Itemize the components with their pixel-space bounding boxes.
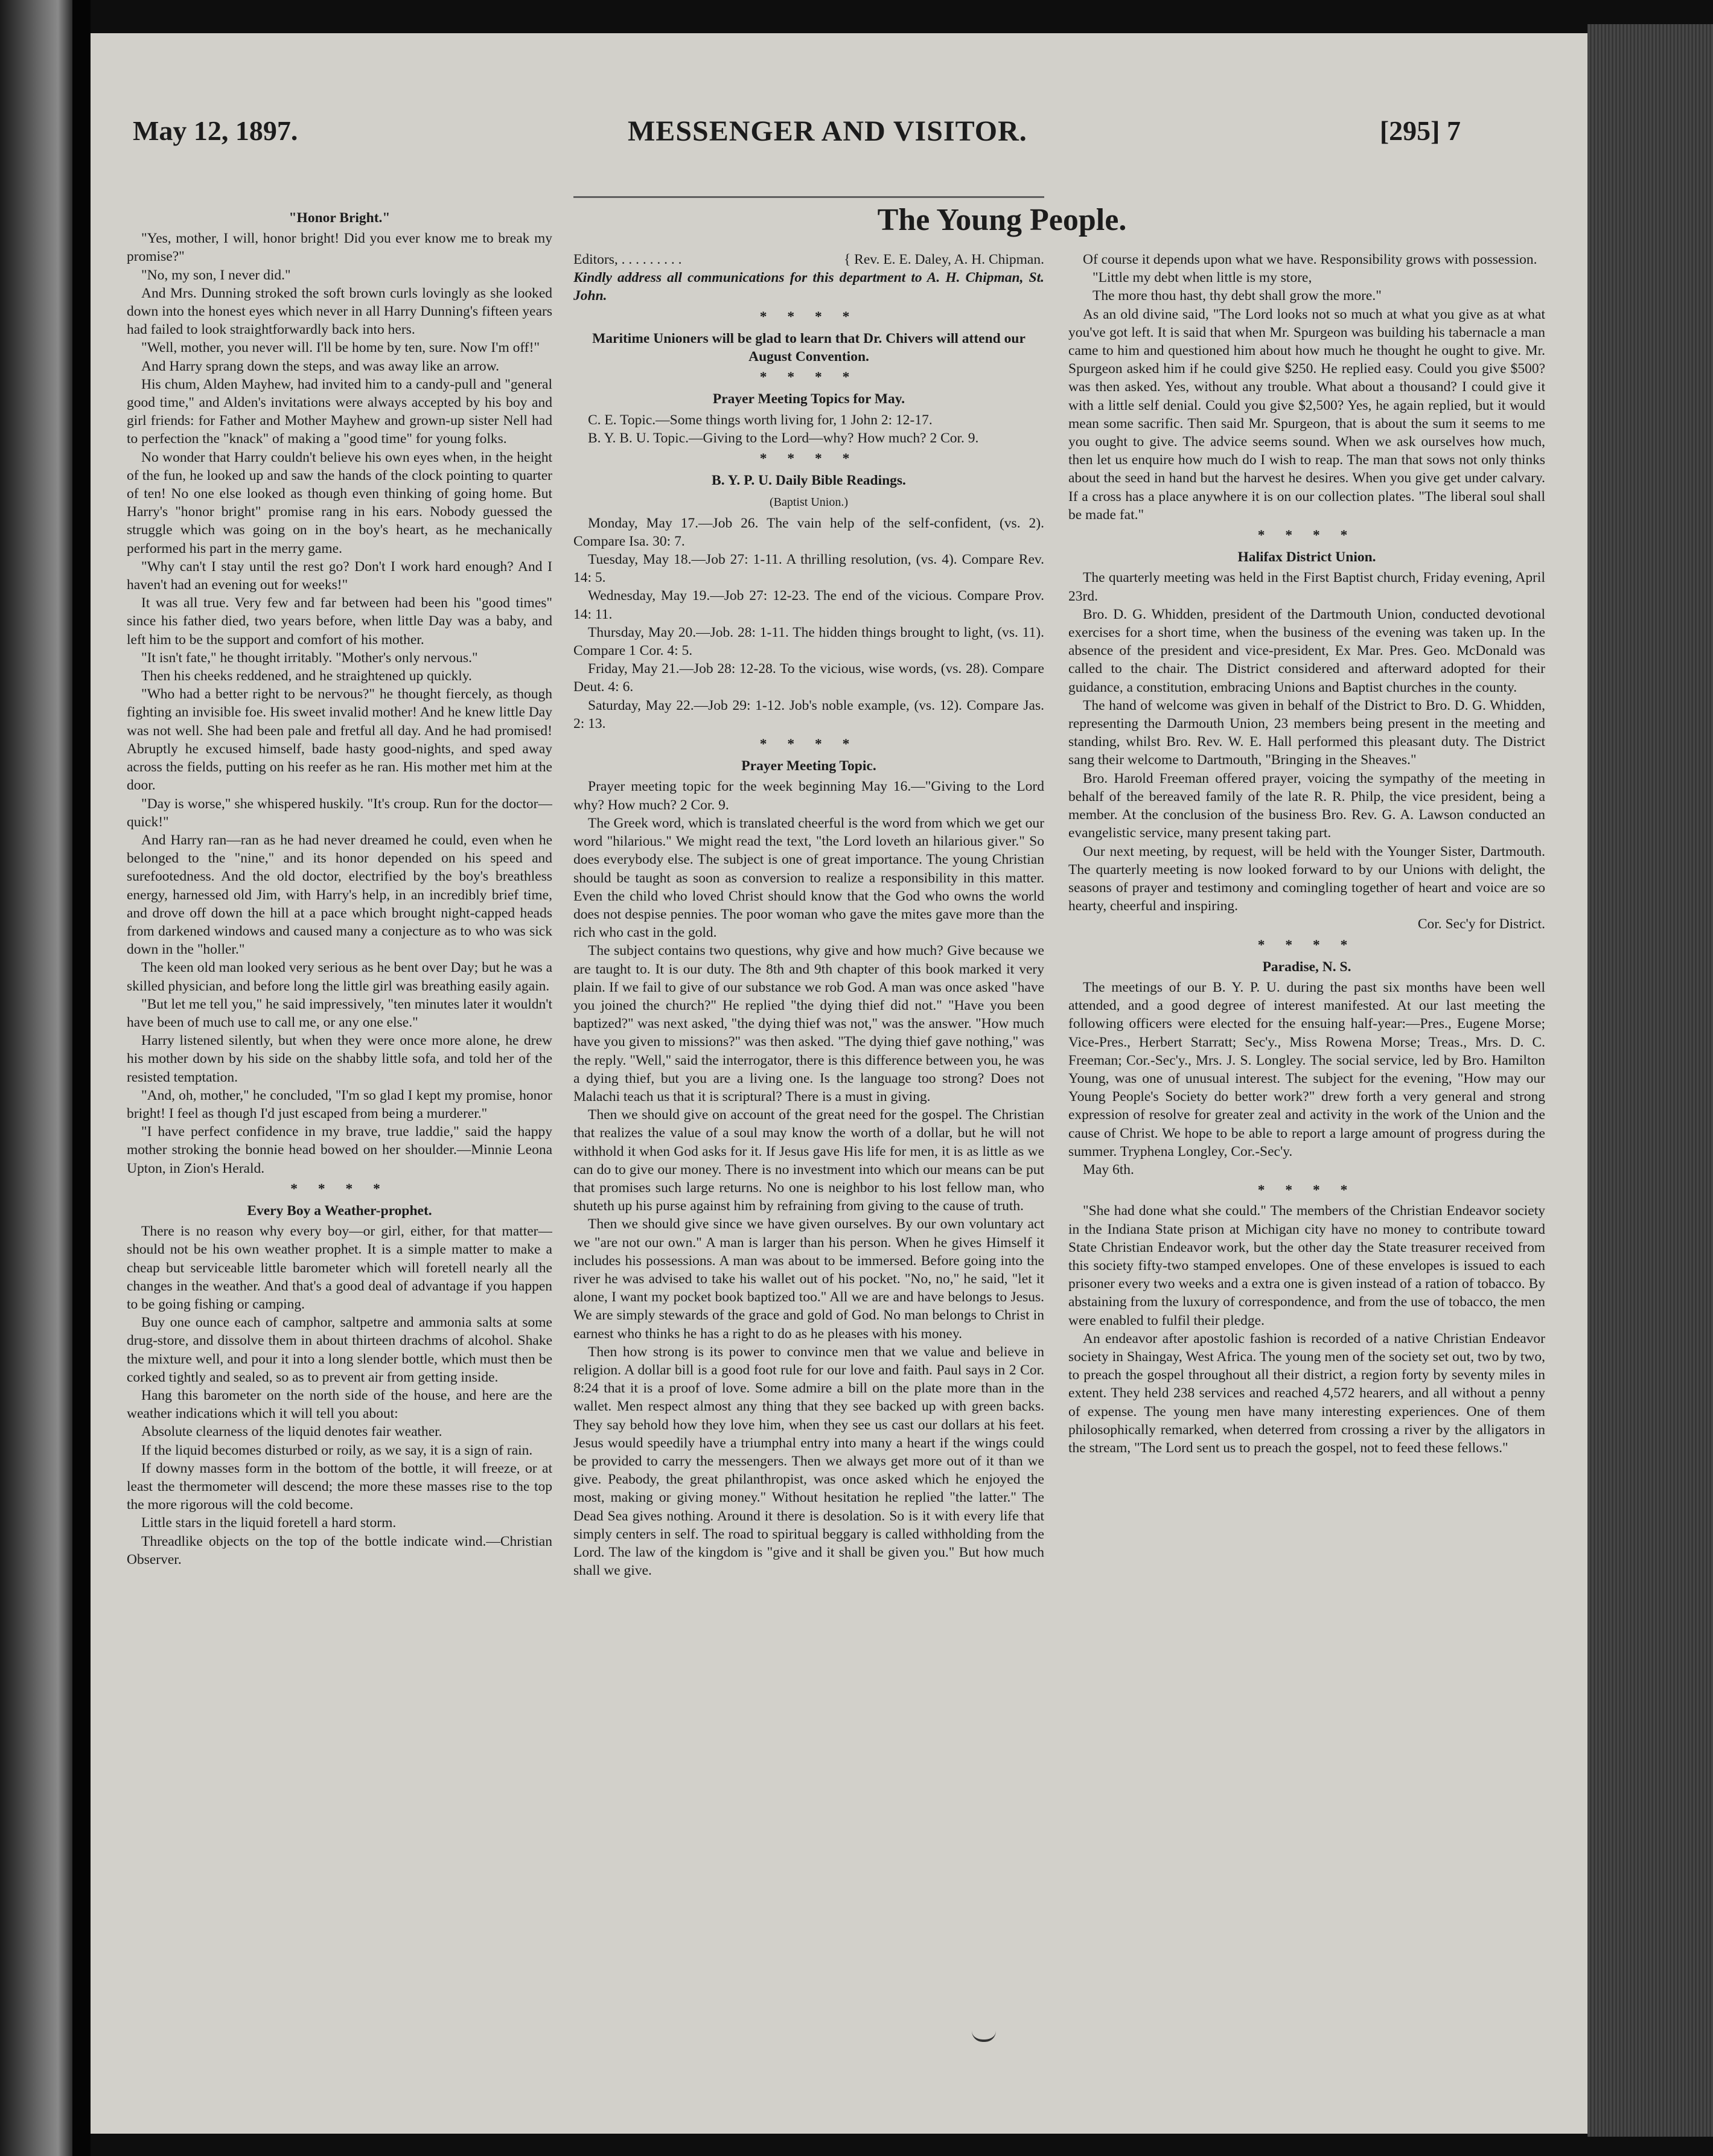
paragraph: "Yes, mother, I will, honor bright! Did you ever know me to break my promise?" [127,231,552,265]
bible-reading-item: Thursday, May 20.—Job. 28: 1-11. The hidden things brought to light, (vs. 11). Compare 1 Cor. 4: 5. [573,624,1044,659]
paradise-title: Paradise, N. S. [1262,958,1351,975]
paragraph: Then we should give on account of the great need for the gospel. The Christian that realizes the value of a soul may know the worth of a dollar, but he will not withhold it when God asks for it. If Jesus gave His life for men, it is as little as we can do to give our money. There is no investment into which our means can be put that promises such large returns. No one is neighbor to his lost fellow man, who shuteth up his purse against him by refraining from giving to the cause of truth. [573,1107,1044,1214]
section-divider-stars: * * * * [1257,1182,1356,1199]
bible-reading-item: Saturday, May 22.—Job 29: 1-12. Job's noble example, (vs. 12). Compare Jas. 2: 13. [573,697,1044,732]
prayer-topic-title: Prayer Meeting Topic. [741,758,876,774]
bible-readings-title: B. Y. P. U. Daily Bible Readings. [712,473,906,489]
book-gutter [72,0,91,2156]
story-title-weather-prophet: Every Boy a Weather-prophet. [247,1202,432,1219]
paragraph: There is no reason why every boy—or girl, either, for that matter—should not be his own weather prophet. It is a simple matter to make a cheap but serviceable little barometer which will foretell nearly all the changes in the weather. And that's a good deal of advantage if you happen to be going fishing or camping. [127,1223,552,1312]
verse-line: The more thou hast, thy debt shall grow the more." [1093,288,1382,304]
bible-readings-subtitle: (Baptist Union.) [770,496,848,509]
section-divider-stars: * * * * [759,451,858,467]
paragraph: If downy masses form in the bottom of the bottle, it will freeze, or at least the thermometer will descend; the more these masses rise to the top the more rigorous will the cold become. [127,1460,552,1513]
paragraph: "Who had a better right to be nervous?" he thought fiercely, as though fighting an invisible foe. His sweet invalid mother! And he knew little Day was not well. She had been pale and fretful all day. And he had promised! Abruptly he excused himself, bade hasty good-nights, and sped away across the fields, putting on his reefer as he ran. His mother met him at the door. [127,686,552,794]
facing-page-edge [0,0,72,2156]
paragraph: Prayer meeting topic for the week beginning May 16.—"Giving to the Lord why? How much? 2 Cor. 9. [573,779,1044,813]
paragraph: Our next meeting, by request, will be held with the Younger Sister, Dartmouth. The quarterly meeting is now looked forward to by our Unions with delight, the seasons of prayer and testimony and comingling together of heart and voice are so hearty, cheerful and inspiring. [1068,843,1545,914]
page-number: [295] 7 [1379,115,1461,146]
paragraph: Buy one ounce each of camphor, saltpetre and ammonia salts at some drug-store, and dissolve them in about thirteen drachms of alcohol. Shake the mixture well, and pour it into a long slender bottle, which must then be corked tightly and sealed, so as to prevent air from getting inside. [127,1315,552,1385]
editors-names: { Rev. E. E. Daley, A. H. Chipman. [844,252,1044,267]
masthead-title: MESSENGER AND VISITOR. [628,115,1027,147]
bible-reading-item: Friday, May 21.—Job 28: 12-28. To the vicious, wise words, (vs. 28). Compare Deut. 4: 6. [573,661,1044,695]
editors-line [573,250,1044,269]
paragraph: Then his cheeks reddened, and he straightened up quickly. [141,668,472,684]
paragraph: His chum, Alden Mayhew, had invited him to a candy-pull and "general good time," and Alden's invitations were always accepted by his boy and girl friends: for Father and Mother Mayhew and grown-up sister Nell had to perfection the "knack" of making a "good time" for young folks. [127,376,552,447]
paragraph: Little stars in the liquid foretell a hard storm. [141,1515,397,1531]
paragraph: Bro. D. G. Whidden, president of the Dartmouth Union, conducted devotional exercises for a short time, when the business of the evening was taken up. In the absence of the president and vice-president, Ex Mar. Pres. Geo. McDonald was called to the chair. The District considered and afterward adopted for their guidance, a constitution, embracing Unions and Baptist churches in the county. [1068,606,1545,695]
paragraph: "She had done what she could." The members of the Christian Endeavor society in the Indiana State prison at Michigan city have no money to contribute toward State Christian Endeavor work, but the other day the State treasurer received from this society fifty-two stamped envelopes. One of these envelopes is issued to each prisoner every two weeks and a extra one is given instead of a ration of tobacco. By abstaining from the luxury of correspondence, and from the use of tobacco, the men were enabled to fulfil their pledge. [1068,1203,1545,1328]
paragraph: The Greek word, which is translated cheerful is the word from which we get our word "hilarious." We might read the text, "the Lord loveth an hilarious giver." So does everybody else. The subject is one of great importance. The young Christian should be taught as soon as conversion to realize a responsibility in this matter. Even the child who loved Christ should know that the God who owns the world does not despise pennies. The poor woman who gave the mites gave more than the rich who cast in the gold. [573,815,1044,941]
page-stack-edge [1587,24,1713,2137]
section-divider-stars: * * * * [290,1181,389,1197]
unioners-note: Maritime Unioners will be glad to learn that Dr. Chivers will attend our August Convention. [592,330,1026,365]
section-divider-stars: * * * * [759,736,858,753]
story-honor-bright [127,229,552,1178]
story-title-honor-bright: "Honor Bright." [289,210,391,226]
section-title: The Young People. [877,203,1127,237]
paragraph: The hand of welcome was given in behalf of the District to Bro. D. G. Whidden, representing the Darmouth Union, 23 members being present in the meeting and standing, whilst Bro. Rev. W. E. Hall performed this pleasant duty. The District sang their welcome to Dartmouth, "Bringing in the Sheaves." [1068,697,1545,768]
editors-label: Editors, . . . . . . . . . [573,252,682,267]
column-2 [573,250,1044,2052]
story-weather-prophet [127,1222,552,1569]
section-divider-stars: * * * * [759,308,858,325]
paragraph: And Mrs. Dunning stroked the soft brown curls lovingly as she looked down into the honest eyes which never in all Harry Dunning's fifteen years had failed to look straightforwardly back into hers. [127,285,552,338]
column-1 [127,205,552,2052]
paragraph: It was all true. Very few and far between had been his "good times" since his father died, two years before, when little Day was a baby, and left him to be the support and comfort of his mother. [127,595,552,648]
column-3 [1068,250,1545,2052]
paragraph: Then how strong is its power to convince men that we value and believe in religion. A dollar bill is a good foot rule for our love and faith. Paul says in 2 Cor. 8:24 that it is a proof of love. Some admire a bill on the plate more than in the wallet. Men respect almost any thing that they see backed up with green backs. They say behold how they love him, when they see us cast our dollars at his feet. Jesus would speedily have a triumphal entry into many a heart if the wings could be provided to carry the messengers. Then we always get more out of it than we give. Peabody, the great philanthropist, was once asked which he enjoyed the most, making or giving money." Without hesitation he replied "the latter." The Dead Sea gives nothing. Around it there is desolation. So is it with every life that simply centers in self. The road to spiritual beggary is called withholding from the Lord. The law of the kingdom is "give and it shall be given you." But how much shall we give. [573,1344,1044,1579]
paragraph: Threadlike objects on the top of the bottle indicate wind.—Christian Observer. [127,1533,552,1568]
column-rule [573,196,1044,198]
paragraph: "No, my son, I never did." [141,267,291,283]
paragraph: "And, oh, mother," he concluded, "I'm so glad I kept my promise, honor bright! I feel as though I'd just escaped from being a murderer." [127,1087,552,1121]
paragraph: If the liquid becomes disturbed or roily, as we say, it is a sign of rain. [141,1442,533,1458]
paragraph: Harry listened silently, but when they were once more alone, he drew his mother down by his side on the shabby little sofa, and told her of the resisted temptation. [127,1033,552,1085]
halifax-title: Halifax District Union. [1237,549,1376,566]
prayer-topic-item: B. Y. B. U. Topic.—Giving to the Lord—why? How much? 2 Cor. 9. [588,430,979,446]
paragraph: And Harry ran—ran as he had never dreamed he could, even when he belonged to the "nine," and its honor depended on his speed and surefootedness. And the old doctor, electrified by the boy's breathless energy, harnessed old Jim, with Harry's help, in an incredibly brief time, and drove off down the hill at a pace which brought night-capped heads from darkened windows and caused many a conjecture as to who was sick down in the "holler." [127,832,552,958]
paragraph: No wonder that Harry couldn't believe his own eyes when, in the height of the fun, he looked up and saw the hands of the clock pointing to quarter of ten! No one else looked as though even thinking of going home. But Harry's "honor bright" promise rang in his ears. Nobody guessed the struggle which was going on in the boy's heart, as he mechanically performed his part in the merry game. [127,449,552,557]
halifax-signature: Cor. Sec'y for District. [1417,916,1545,933]
bible-reading-item: Tuesday, May 18.—Job 27: 1-11. A thrilling resolution, (vs. 4). Compare Rev. 14: 5. [573,552,1044,586]
paragraph: Of course it depends upon what we have. Responsibility grows with possession. [1083,252,1537,267]
paragraph: "I have perfect confidence in my brave, true laddie," said the happy mother stroking the bonnie head bowed on her shoulder.—Minnie Leona Upton, in Zion's Herald. [127,1124,552,1176]
paragraph: Then we should give since we have given ourselves. By our own voluntary act we "are not our own." A man is larger than his person. When he gives Himself it includes his possessions. A man was about to be immersed. Before going into the river he was advised to take his wallet out of his pocket. "No, no," he said, "let it alone, I want my pocket book baptized too." All we are and have belongs to Jesus. We are simply stewards of the grace and gold of God. No man belongs to Christ in earnest who thinks he has a right to do as he pleases with his money. [573,1216,1044,1342]
verse-line: "Little my debt when little is my store, [1093,270,1312,286]
page-header [133,115,1461,157]
paragraph: Hang this barometer on the north side of the house, and here are the weather indications which it will tell you about: [127,1388,552,1422]
prayer-topic-item: C. E. Topic.—Some things worth living for, 1 John 2: 12-17. [588,412,933,428]
bible-reading-item: Monday, May 17.—Job 26. The vain help of the self-confident, (vs. 2). Compare Isa. 30: 7. [573,515,1044,549]
section-divider-stars: * * * * [1257,528,1356,544]
paragraph: Absolute clearness of the liquid denotes fair weather. [141,1424,442,1440]
paragraph: "It isn't fate," he thought irritably. "Mother's only nervous." [141,649,478,666]
paragraph: "Well, mother, you never will. I'll be home by ten, sure. Now I'm off!" [141,340,540,356]
section-divider-stars: * * * * [759,369,858,386]
address-note: Kindly address all communications for this department to A. H. Chipman, St. John. [573,270,1044,304]
newspaper-page [91,33,1587,2134]
paragraph: "Day is worse," she whispered huskily. "It's croup. Run for the doctor—quick!" [127,796,552,830]
paradise-date: May 6th. [1083,1161,1134,1178]
paragraph: The subject contains two questions, why give and how much? Give because we are taught to. It is our duty. The 8th and 9th chapter of this book marked it very plain. If we fail to give of our substance we rob God. A man was once asked "have you joined the church?" He replied "the dying thief did not." "Have you been baptized?" was next asked, "the dying thief was not," was the answer. "How much have you given to missions?" was then asked. "The dying thief gave nothing," was the reply. "Well," said the interrogator, there is this difference between you, he was a dying thief, but you are a living one. Is the language too strong? Does not Malachi teach us that it is scriptural? There is a must in giving. [573,943,1044,1105]
paragraph: "But let me tell you," he said impressively, "ten minutes later it wouldn't have been of much use to call me, or any one else." [127,996,552,1030]
bible-reading-item: Wednesday, May 19.—Job 27: 12-23. The end of the vicious. Compare Prov. 14: 11. [573,588,1044,622]
paragraph: And Harry sprang down the steps, and was away like an arrow. [141,358,499,374]
paragraph: The quarterly meeting was held in the First Baptist church, Friday evening, April 23rd. [1068,570,1545,604]
paragraph: Bro. Harold Freeman offered prayer, voicing the sympathy of the meeting in behalf of the bereaved family of the late R. R. Philp, the vice president, being a member. At the conclusion of the business Bro. Rev. G. A. Lawson conducted an evangelistic service, many present taking part. [1068,770,1545,841]
paragraph: As an old divine said, "The Lord looks not so much at what you give as at what you've got left. It is said that when Mr. Spurgeon was building his tabernacle a man came to him and questioned him about how much he thought he ought to give. Mr. Spurgeon asked him if he could give $250. He replied easy. Could you give $500? was then asked. Yes, without any trouble. What about a thousand? I could give it with a little self denial. Could you give $2,500? Yes, he again replied, but it would mean some sacrific. Then said Mr. Spurgeon, that is about the sum it seems to me you ought to give. The advice seems sound. When we ask ourselves how much, then let us enquire how much do I wish to reap. The man that sows not only thinks about the seed in hand but the harvest he desires. When you give get under calvary. If a cross has a place anywhere it is on our collection plates. "The liberal soul shall be made fat." [1068,306,1545,523]
prayer-topics-title: Prayer Meeting Topics for May. [712,391,905,407]
issue-date: May 12, 1897. [133,115,298,146]
paragraph: The keen old man looked very serious as he bent over Day; but he was a skilled physician, and before long the little girl was breathing easily again. [127,960,552,994]
section-divider-stars: * * * * [1257,937,1356,953]
paragraph: The meetings of our B. Y. P. U. during the past six months have been well attended, and a good degree of interest manifested. At our last meeting the following officers were elected for the ensuing half-year:—Pres., Eugene Morse; Vice-Pres., Herbert Starratt; Sec'y., Miss Rowena Morse; Treas., Mrs. D. C. Freeman; Cor.-Sec'y., Mrs. J. S. Longley. The social service, led by Bro. Hamilton Young, was one of unusual interest. The subject for the evening, "How may our Young People's Society do better work?" drew forth a very general and strong expression of resolve for greater zeal and activity in the work of the Union and the cause of Christ. We hope to be able to report a large amount of progress during the summer. Tryphena Longley, Cor.-Sec'y. [1068,979,1545,1159]
paragraph: An endeavor after apostolic fashion is recorded of a native Christian Endeavor society in Shaingay, West Africa. The young men of the society set out, two by two, to preach the gospel throughout all their district, a region forty by seventy miles in extent. They held 238 services and reached 4,572 hearers, and all without a penny of expense. The young men have many interesting experiences. One of them philosophically remarked, when deterred from crossing a river by the alligators in the stream, "The Lord sent us to preach the gospel, not to feed these fellows." [1068,1330,1545,1456]
paragraph: "Why can't I stay until the rest go? Don't I work hard enough? And I haven't had an evening out for weeks!" [127,558,552,593]
